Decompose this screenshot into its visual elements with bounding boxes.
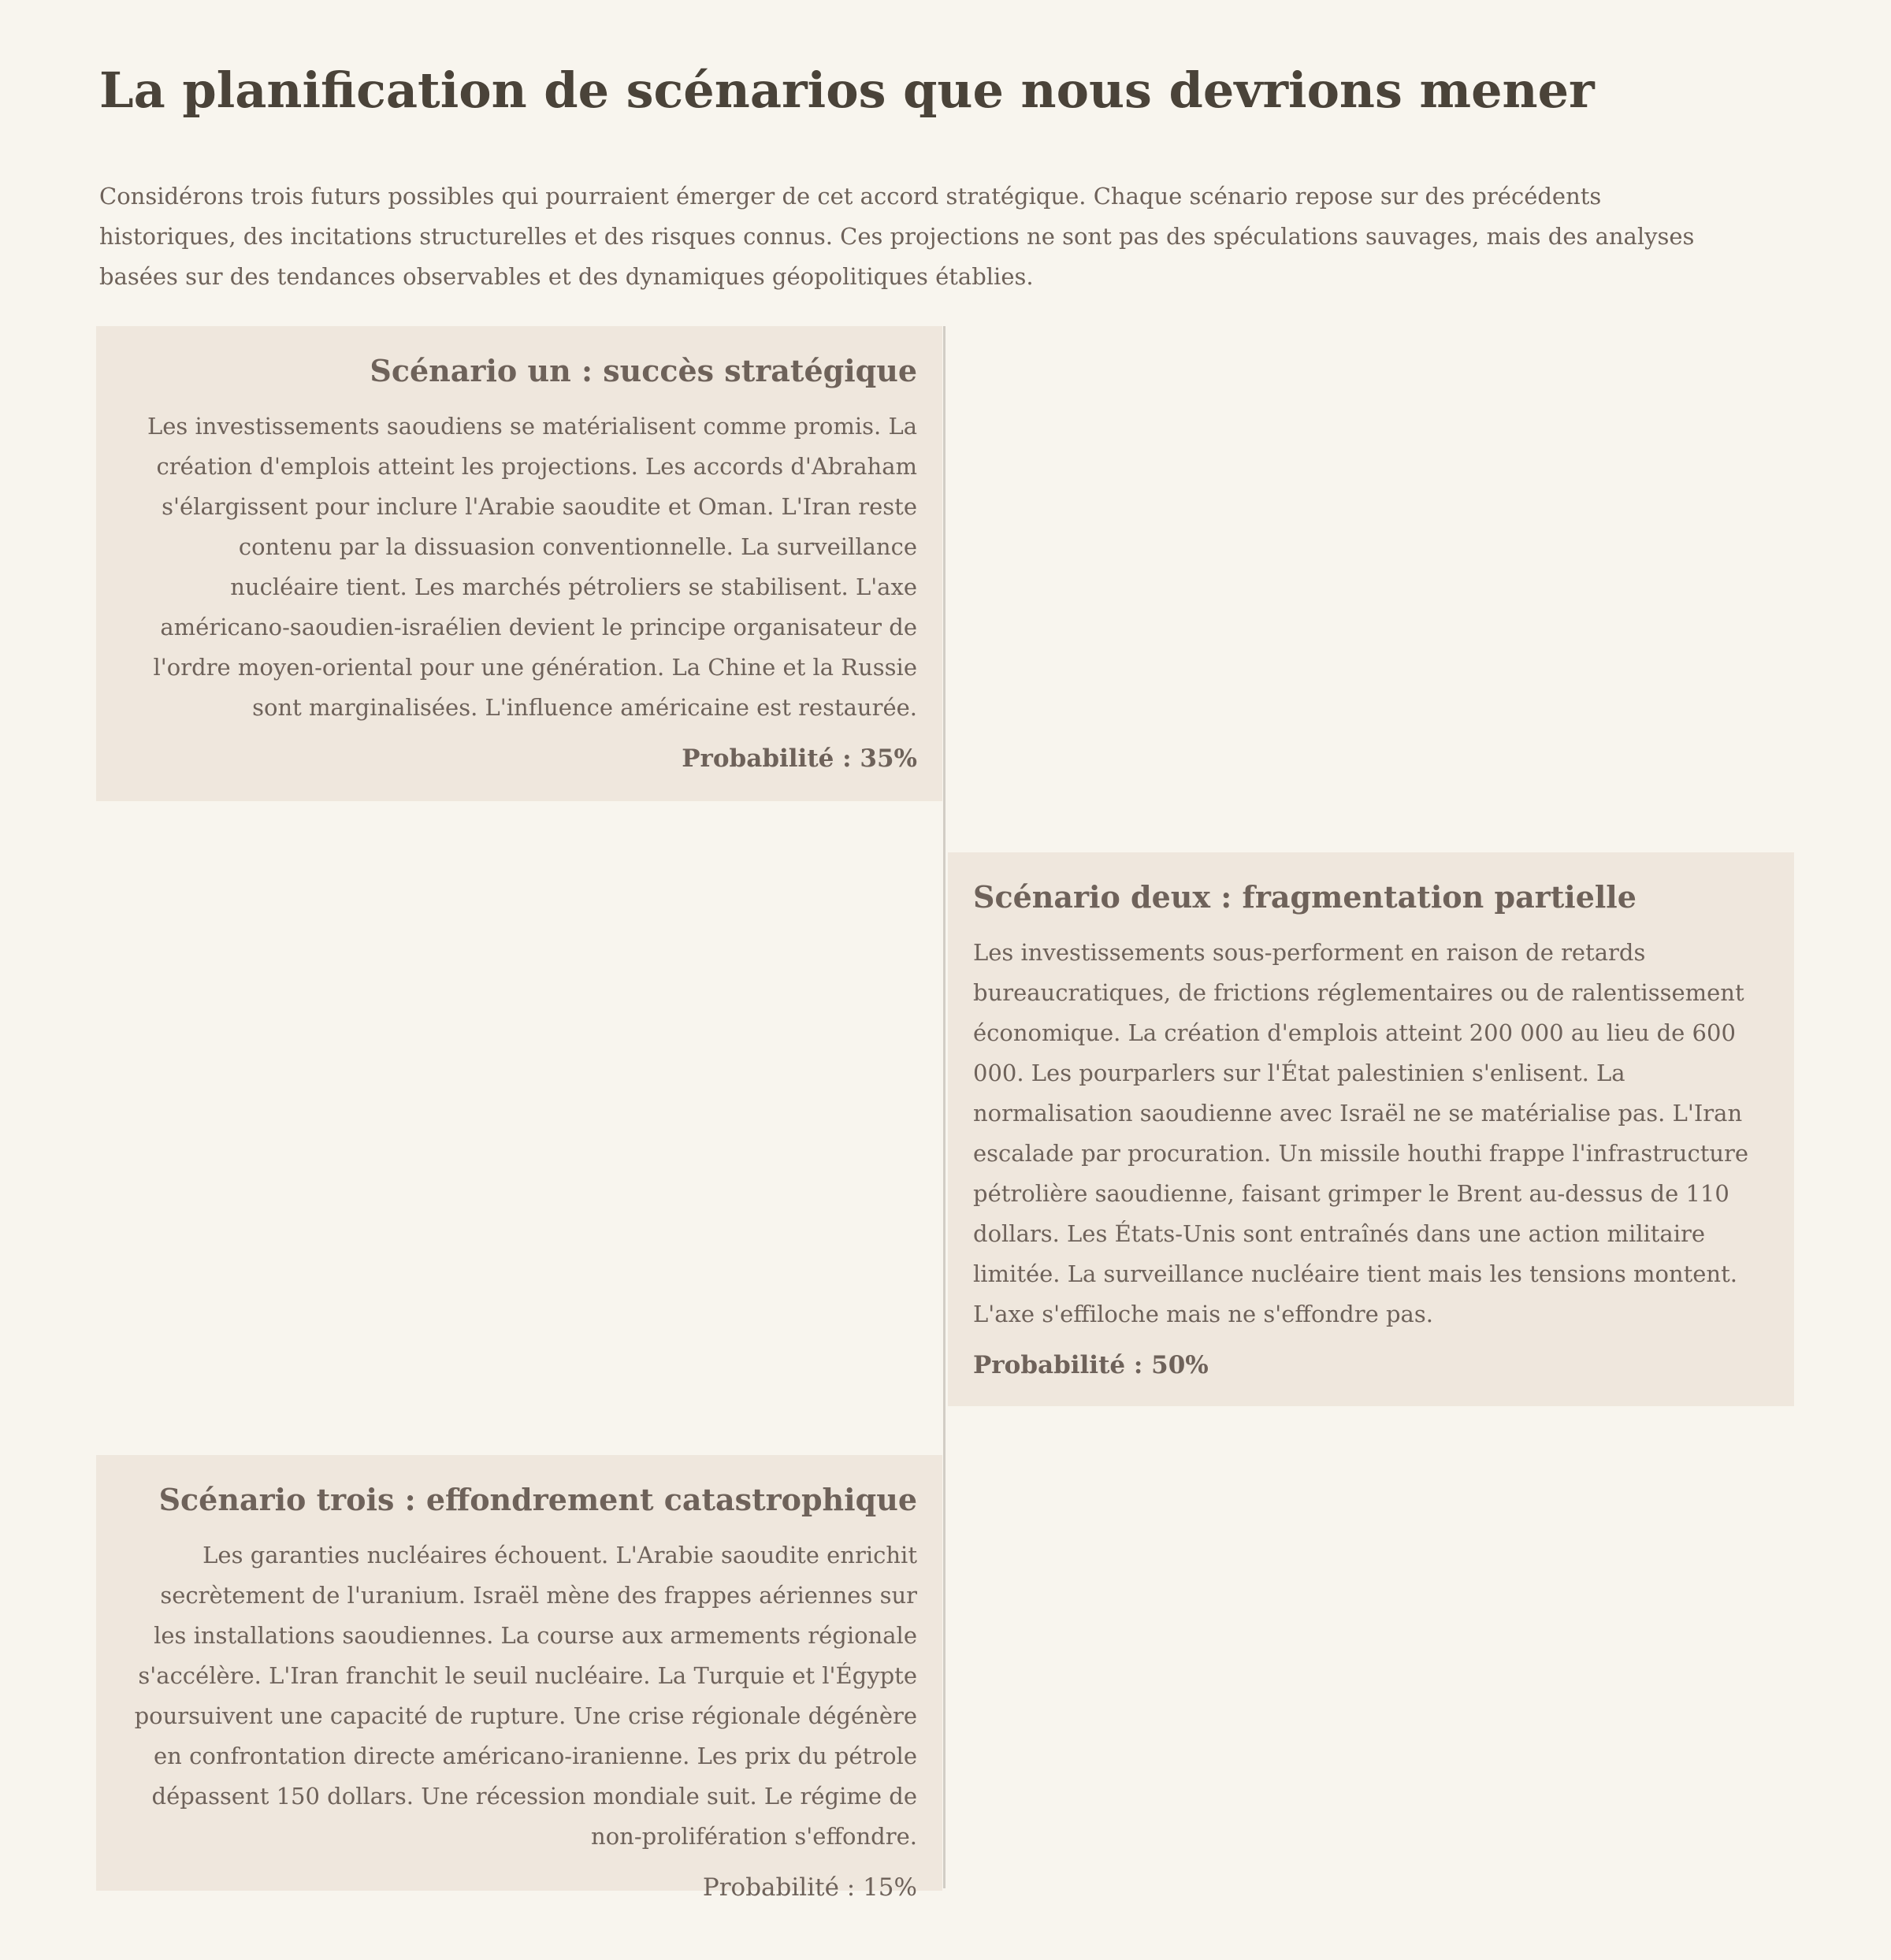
scenario-two-probability: Probabilité : 50%: [973, 1351, 1209, 1379]
scenario-three-title: Scénario trois : effondrement catastrophique: [158, 1482, 917, 1517]
scenario-card-one: [96, 326, 942, 801]
scenario-one-body: Les investissements saoudiens se matérialisent comme promis. La création d'emplois atteint les projections. Les accords d'Abraham s'élargissent pour inclure l'Arabie saoudite et Oman. L'Iran reste contenu par la dissuasion conventionnelle. La surveillance nucléaire tient. Les marchés pétroliers se stabilisent. L'axe américano-saoudien-israélien devient le principe organisateur de l'ordre moyen-oriental pour une génération. La Chine et la Russie sont marginalisées. L'influence américaine est restaurée.: [147, 413, 917, 721]
scenario-card-two: [948, 852, 1794, 1406]
scenario-one-title: Scénario un : succès stratégique: [370, 353, 917, 388]
scenario-one-probability: Probabilité : 35%: [682, 744, 917, 773]
scenario-two-title: Scénario deux : fragmentation partielle: [973, 879, 1637, 915]
timeline-divider: [943, 326, 946, 1888]
scenario-three-probability: Probabilité : 15%: [702, 1873, 917, 1902]
scenario-three-body: Les garanties nucléaires échouent. L'Arabie saoudite enrichit secrètement de l'uranium. Israël mène des frappes aériennes sur les installations saoudiennes. La course aux armements régionale s'accélère. L'Iran franchit le seuil nucléaire. La Turquie et l'Égypte poursuivent une capacité de rupture. Une crise régionale dégénère en confrontation directe américano-iranienne. Les prix du pétrole dépassent 150 dollars. Une récession mondiale suit. Le régime de non-prolifération s'effondre.: [134, 1542, 917, 1850]
scenario-two-body: Les investissements sous-performent en raison de retards bureaucratiques, de frictions réglementaires ou de ralentissement économique. La création d'emplois atteint 200 000 au lieu de 600 000. Les pourparlers sur l'État palestinien s'enlisent. La normalisation saoudienne avec Israël ne se matérialise pas. L'Iran escalade par procuration. Un missile houthi frappe l'infrastructure pétrolière saoudienne, faisant grimper le Brent au-dessus de 110 dollars. Les États-Unis sont entraînés dans une action militaire limitée. La surveillance nucléaire tient mais les tensions montent. L'axe s'effiloche mais ne s'effondre pas.: [973, 939, 1749, 1327]
intro-paragraph: Considérons trois futurs possibles qui pourraient émerger de cet accord stratégique. Chaque scénario repose sur des précédents historiques, des incitations structurelles et des risques connus. Ces projections ne sont pas des spéculations sauvages, mais des analyses basées sur des tendances observables et des dynamiques géopolitiques établies.: [99, 183, 1695, 290]
page-title: La planification de scénarios que nous devrions mener: [99, 61, 1595, 119]
scenario-card-three: [96, 1455, 942, 1902]
